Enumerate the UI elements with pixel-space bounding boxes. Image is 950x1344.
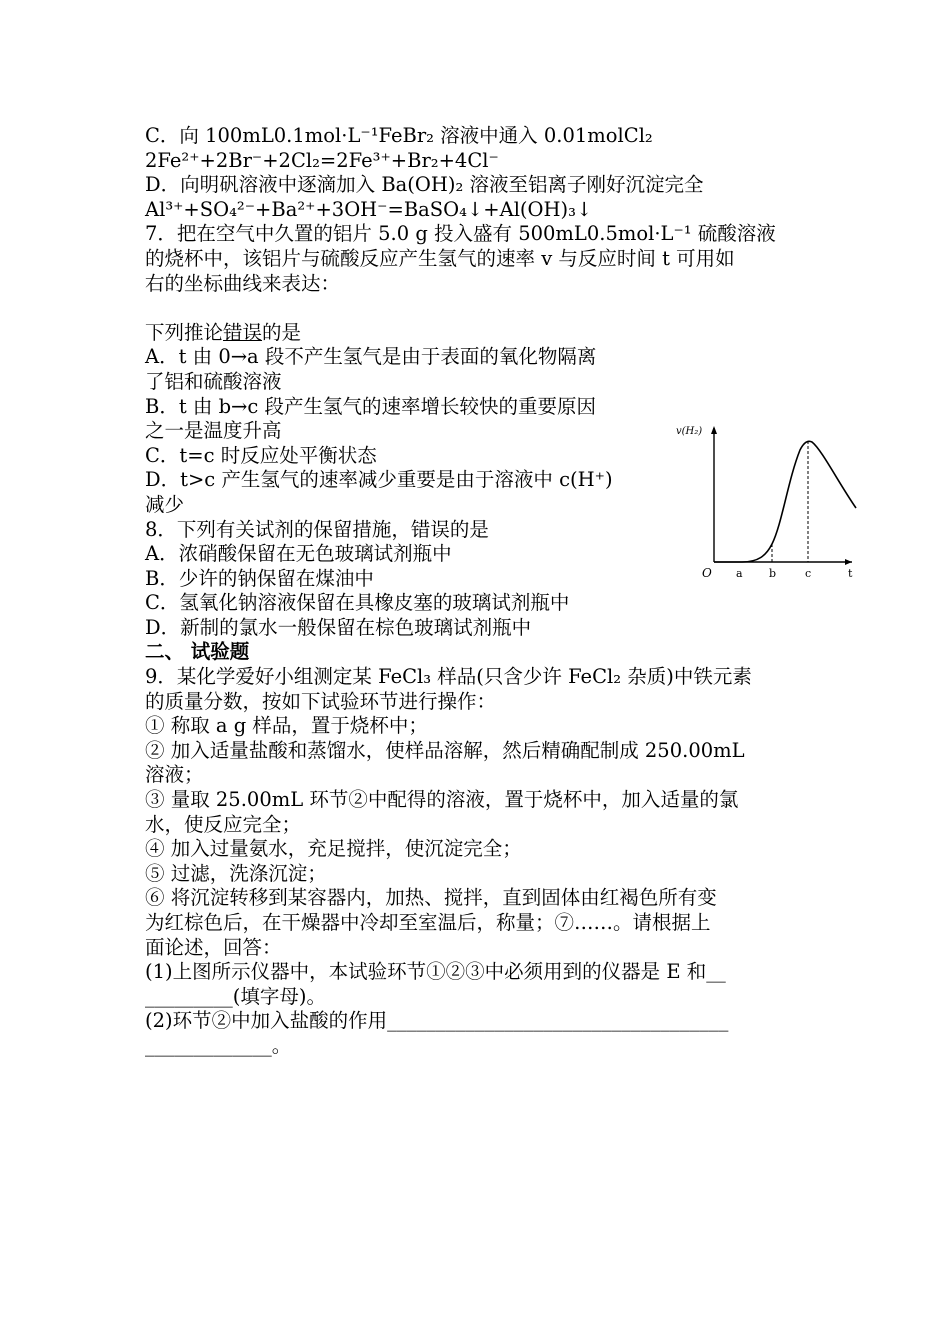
sub-question-2: (2)环节②中加入盐酸的作用___________________________________ [145, 1009, 729, 1033]
option-b: B．t 由 b→c 段产生氢气的速率增长较快的重要原因 [145, 394, 597, 418]
section-title: 二、 试验题 [145, 640, 250, 664]
question-7-prompt: 下列推论错误的是 [145, 320, 302, 344]
tick-label-b: b [769, 567, 777, 581]
tick-label-c: c [805, 567, 812, 581]
step-5: ⑤ 过滤，洗涤沉淀； [145, 861, 327, 885]
x-axis-arrow [845, 559, 852, 565]
step-3: ③ 量取 25.00mL 环节②中配得的溶液，置于烧杯中，加入适量的氯 [145, 788, 739, 812]
underlined-word: 错误 [223, 320, 263, 344]
question-7-stem: 右的坐标曲线来表达： [145, 271, 341, 295]
option-c: C．氢氧化钠溶液保留在具橡皮塞的玻璃试剂瓶中 [145, 591, 570, 615]
rate-time-graph [676, 420, 860, 581]
option-c: C．t=c 时反应处平衡状态 [145, 443, 377, 467]
option-b: B．少许的钠保留在煤油中 [145, 566, 374, 590]
question-7-stem: 7．把在空气中久置的铝片 5.0 g 投入盛有 500mL0.5mol·L⁻¹ 硫酸溶液 [145, 222, 776, 246]
step-3-cont: 水，使反应完全； [145, 812, 302, 836]
step-2-cont: 溶液； [145, 763, 204, 787]
text-line: C．向 100mL0.1mol·L⁻¹FeBr₂ 溶液中通入 0.01molCl₂ [145, 124, 653, 147]
step-1: ① 称取 a g 样品，置于烧杯中； [145, 714, 428, 738]
option-d: D．新制的氯水一般保留在棕色玻璃试剂瓶中 [145, 615, 532, 639]
option-d: D．t>c 产生氢气的速率减少重要是由于溶液中 c(H⁺) [145, 468, 613, 492]
sub-question-2-cont: _____________。 [145, 1033, 292, 1057]
option-a: A．浓硝酸保留在无色玻璃试剂瓶中 [145, 542, 452, 566]
step-2: ② 加入适量盐酸和蒸馏水，使样品溶解，然后精确配制成 250.00mL [145, 738, 745, 762]
question-9-stem: 的质量分数，按如下试验环节进行操作： [145, 689, 497, 713]
equation-line: Al³⁺+SO₄²⁻+Ba²⁺+3OH⁻=BaSO₄↓+Al(OH)₃↓ [145, 197, 593, 221]
question-8-stem: 8．下列有关试剂的保留措施，错误的是 [145, 517, 489, 541]
option-a: A．t 由 0→a 段不产生氢气是由于表面的氧化物隔离 [145, 345, 597, 369]
y-axis-arrow [711, 426, 717, 434]
question-7-stem: 的烧杯中，该铝片与硫酸反应产生氢气的速率 v 与反应时间 t 可用如 [145, 246, 735, 270]
rate-curve [714, 442, 856, 563]
text-line: D．向明矾溶液中逐滴加入 Ba(OH)₂ 溶液至铝离子刚好沉淀完全 [145, 173, 704, 197]
option-d-cont: 减少 [145, 492, 185, 516]
step-4: ④ 加入过量氨水，充足搅拌，使沉淀完全； [145, 837, 522, 861]
sub-question-1: (1)上图所示仪器中，本试验环节①②③中必须用到的仪器是 E 和__ [145, 960, 726, 984]
origin-label: O [702, 566, 712, 581]
question-6-options [145, 124, 810, 222]
tick-label-t: t [848, 567, 853, 581]
tick-label-a: a [736, 567, 743, 581]
step-6-cont: 面论述，回答： [145, 935, 282, 959]
y-axis-label: v(H₂) [676, 426, 703, 438]
step-6: ⑥ 将沉淀转移到某容器内，加热、搅拌，直到固体由红褐色所有变 [145, 886, 717, 910]
option-b-cont: 之一是温度升高 [145, 419, 282, 443]
option-a-cont: 了铝和硫酸溶液 [145, 369, 282, 393]
question-9-stem: 9．某化学爱好小组测定某 FeCl₃ 样品(只含少许 FeCl₂ 杂质)中铁元素 [145, 665, 752, 689]
step-6-cont: 为红棕色后，在干燥器中冷却至室温后，称量；⑦……。请根据上 [145, 911, 711, 934]
equation-line: 2Fe²⁺+2Br⁻+2Cl₂=2Fe³⁺+Br₂+4Cl⁻ [145, 148, 499, 172]
document-page [145, 124, 853, 1059]
question-9 [145, 665, 810, 1059]
sub-question-1-cont: _________(填字母)。 [145, 984, 326, 1008]
